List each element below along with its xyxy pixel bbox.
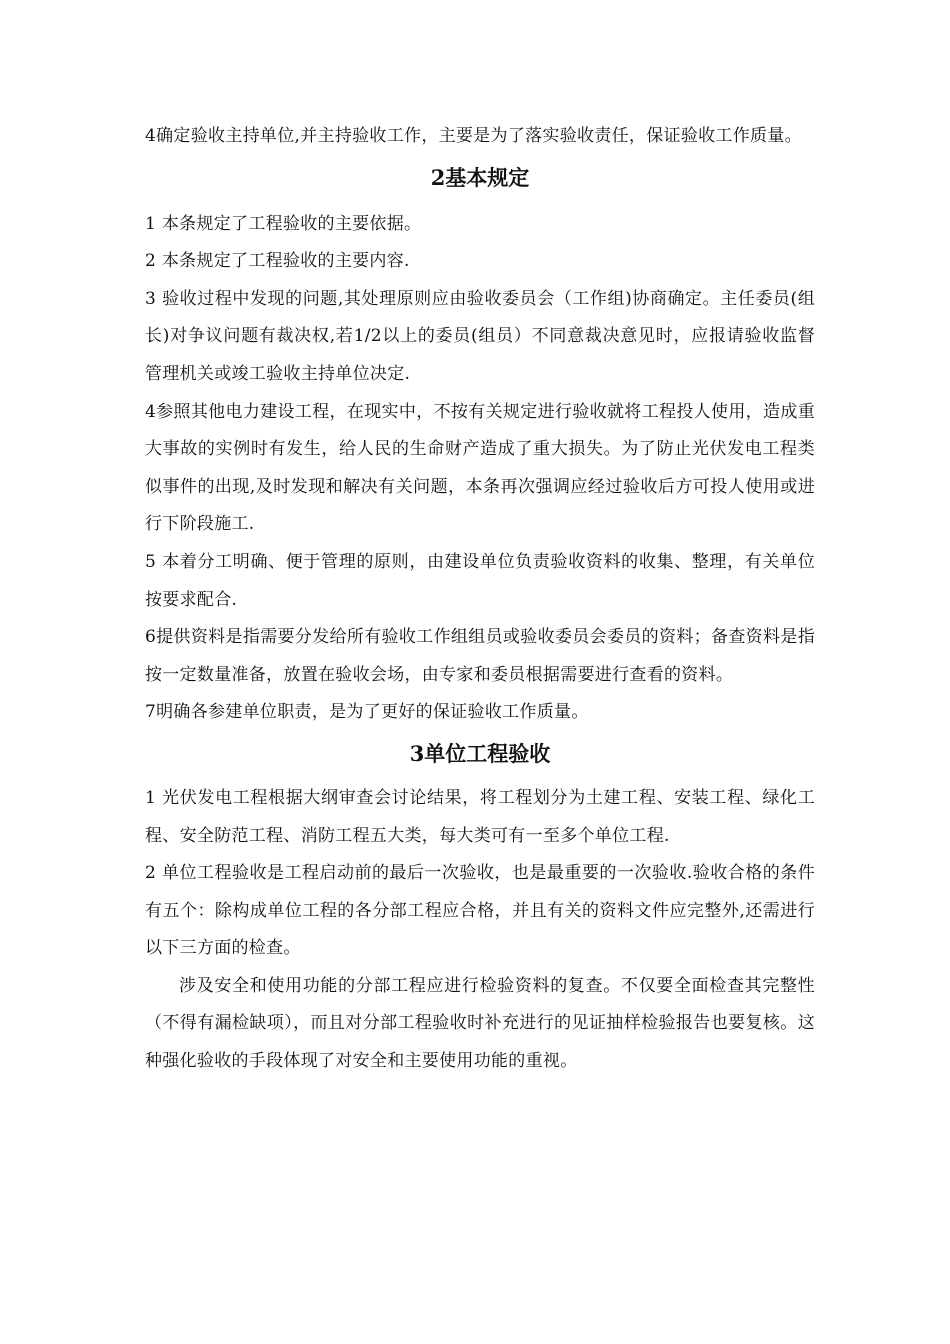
section-2-item-4: 4参照其他电力建设工程，在现实中，不按有关规定进行验收就将工程投人使用，造成重大事故的实例时有发生，给人民的生命财产造成了重大损失。为了防止光伏发电工程类似事件的出现,及时发现和解决有关问题，本条再次强调应经过验收后方可投人使用或进行下阶段施工. (145, 401, 815, 535)
section-2-item-7: 7明确各参建单位职责，是为了更好的保证验收工作质量。 (145, 702, 589, 723)
section-2-item-3: 3 验收过程中发现的问题,其处理原则应由验收委员会（工作组)协商确定。主任委员(组长)对争议问题有裁决权,若1/2以上的委员(组员）不同意裁决意见时，应报请验收监督管理机关或竣工验收主持单位决定. (145, 288, 815, 384)
intro-paragraph: 4确定验收主持单位,并主持验收工作，主要是为了落实验收责任，保证验收工作质量。 (145, 126, 802, 146)
section-3-item-1: 1 光伏发电工程根据大纲审查会讨论结果，将工程划分为土建工程、安装工程、绿化工程、安全防范工程、消防工程五大类，每大类可有一至多个单位工程. (145, 787, 815, 846)
section-2-item-2: 2 本条规定了工程验收的主要内容. (145, 251, 410, 272)
section-3-item-2: 2 单位工程验收是工程启动前的最后一次验收，也是最重要的一次验收.验收合格的条件有五个：除构成单位工程的各分部工程应合格，并且有关的资料文件应完整外,还需进行以下三方面的检查。 (145, 863, 815, 959)
section-3-indented-paragraph: 涉及安全和使用功能的分部工程应进行检验资料的复查。不仅要全面检查其完整性（不得有漏检缺项），而且对分部工程验收时补充进行的见证抽样检验报告也要复核。这种强化验收的手段体现了对安全和主要使用功能的重视。 (145, 975, 815, 1072)
section-2-item-1: 1 本条规定了工程验收的主要依据。 (145, 213, 422, 234)
section-2-item-5: 5 本着分工明确、便于管理的原则，由建设单位负责验收资料的收集、整理，有关单位按要求配合. (145, 551, 815, 610)
section-2-heading: 2基本规定 (430, 164, 530, 190)
document-body (145, 118, 815, 1081)
section-2-item-6: 6提供资料是指需要分发给所有验收工作组组员或验收委员会委员的资料；备查资料是指按一定数量准备，放置在验收会场，由专家和委员根据需要进行查看的资料。 (145, 627, 815, 685)
section-3-heading: 3单位工程验收 (409, 740, 551, 766)
